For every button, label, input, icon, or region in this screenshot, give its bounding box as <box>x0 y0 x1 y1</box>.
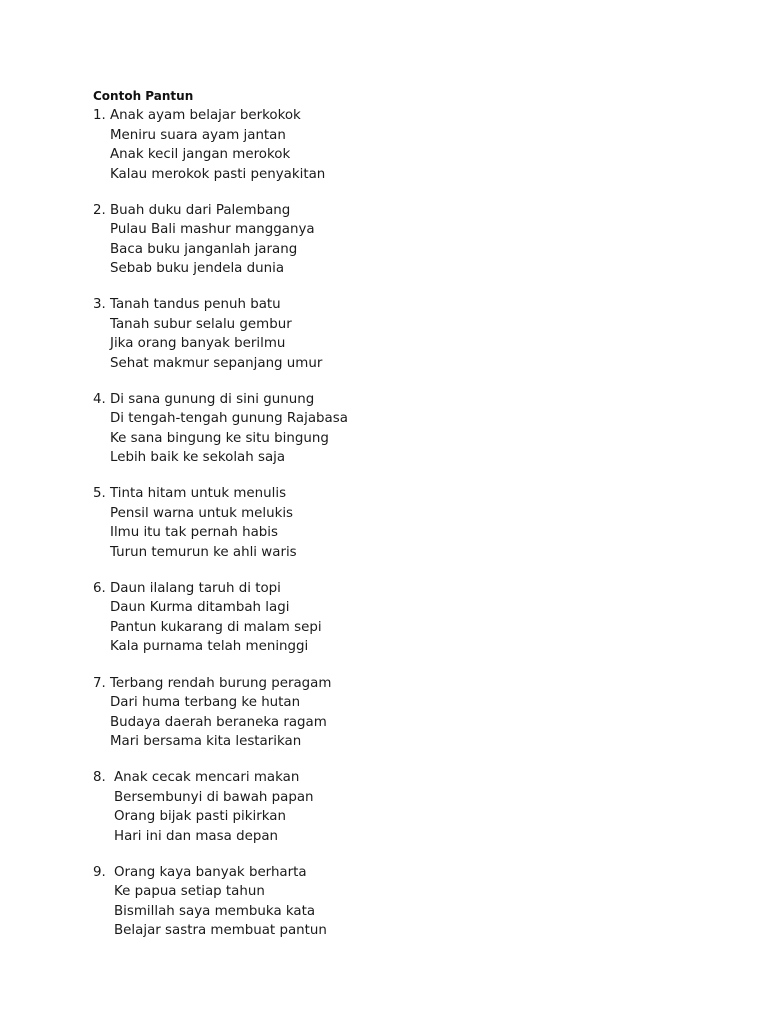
pantun-line <box>93 827 348 847</box>
line-text: Belajar sastra membuat pantun <box>114 923 327 939</box>
line-text: Hari ini dan masa depan <box>114 828 279 844</box>
pantun-line <box>93 126 348 146</box>
pantun-stanza-9 <box>93 863 348 941</box>
pantun-line <box>93 295 348 315</box>
line-text: Pensil warna untuk melukis <box>110 505 294 521</box>
line-text: Bersembunyi di bawah papan <box>114 789 314 805</box>
pantun-stanza-1 <box>93 106 348 184</box>
stanza-number: 5. <box>93 486 106 502</box>
pantun-line <box>93 429 348 449</box>
pantun-line <box>93 902 348 922</box>
pantun-line <box>93 618 348 638</box>
pantun-stanza-5 <box>93 484 348 562</box>
line-text: Ke sana bingung ke situ bingung <box>110 430 329 446</box>
pantun-line <box>93 165 348 185</box>
pantun-line <box>93 259 348 279</box>
pantun-line <box>93 484 348 504</box>
pantun-line <box>93 448 348 468</box>
line-text: Tinta hitam untuk menulis <box>110 486 287 502</box>
line-text: Ilmu itu tak pernah habis <box>110 525 278 541</box>
pantun-line <box>93 334 348 354</box>
line-text: Jika orang banyak berilmu <box>110 336 286 352</box>
pantun-line <box>93 788 348 808</box>
pantun-line <box>93 863 348 883</box>
pantun-line <box>93 504 348 524</box>
line-text: Terbang rendah burung peragam <box>110 675 332 691</box>
line-text: Pulau Bali mashur mangganya <box>110 222 315 238</box>
line-text: Kala purnama telah meninggi <box>110 639 309 655</box>
pantun-line <box>93 201 348 221</box>
line-text: Tanah tandus penuh batu <box>110 297 281 313</box>
pantun-line <box>93 598 348 618</box>
pantun-stanza-7 <box>93 674 348 752</box>
stanza-number: 1. <box>93 108 106 123</box>
line-text: Tanah subur selalu gembur <box>110 316 292 332</box>
line-text: Bismillah saya membuka kata <box>114 903 316 919</box>
line-text: Lebih baik ke sekolah saja <box>110 450 286 466</box>
pantun-line <box>93 523 348 543</box>
pantun-line <box>93 882 348 902</box>
pantun-list <box>93 106 348 957</box>
pantun-stanza-8 <box>93 768 348 846</box>
line-text: Di sana gunung di sini gunung <box>110 391 315 407</box>
pantun-line <box>93 637 348 657</box>
line-text: Di tengah-tengah gunung Rajabasa <box>110 411 348 427</box>
pantun-line <box>93 315 348 335</box>
pantun-line <box>93 543 348 563</box>
line-text: Anak ayam belajar berkokok <box>110 108 301 123</box>
pantun-line <box>93 579 348 599</box>
pantun-line <box>93 713 348 733</box>
pantun-line <box>93 921 348 941</box>
line-text: Daun ilalang taruh di topi <box>110 580 281 596</box>
line-text: Daun Kurma ditambah lagi <box>110 600 290 616</box>
pantun-line <box>93 807 348 827</box>
line-text: Orang bijak pasti pikirkan <box>114 809 286 825</box>
stanza-number: 7. <box>93 675 106 691</box>
pantun-stanza-6 <box>93 579 348 657</box>
line-text: Budaya daerah beraneka ragam <box>110 714 327 730</box>
line-text: Pantun kukarang di malam sepi <box>110 619 322 635</box>
line-text: Buah duku dari Palembang <box>110 202 291 218</box>
stanza-number: 4. <box>93 391 106 407</box>
pantun-line <box>93 354 348 374</box>
line-text: Anak cecak mencari makan <box>114 770 300 786</box>
line-text: Mari bersama kita lestarikan <box>110 734 302 750</box>
pantun-line <box>93 106 348 126</box>
pantun-line <box>93 674 348 694</box>
stanza-number: 2. <box>93 202 106 218</box>
line-text: Orang kaya banyak berharta <box>114 864 307 880</box>
line-text: Baca buku janganlah jarang <box>110 241 298 257</box>
pantun-stanza-4 <box>93 390 348 468</box>
document-title: Contoh Pantun <box>93 89 194 103</box>
pantun-line <box>93 390 348 410</box>
pantun-line <box>93 145 348 165</box>
line-text: Ke papua setiap tahun <box>114 884 265 900</box>
pantun-line <box>93 409 348 429</box>
stanza-number: 8. <box>93 770 106 786</box>
pantun-stanza-3 <box>93 295 348 373</box>
line-text: Sebab buku jendela dunia <box>110 261 285 277</box>
pantun-line <box>93 220 348 240</box>
line-text: Anak kecil jangan merokok <box>110 147 291 162</box>
stanza-number: 3. <box>93 297 106 313</box>
line-text: Kalau merokok pasti penyakitan <box>110 166 326 182</box>
pantun-line <box>93 768 348 788</box>
stanza-number: 6. <box>93 580 106 596</box>
line-text: Turun temurun ke ahli waris <box>110 544 297 560</box>
stanza-number: 9. <box>93 864 106 880</box>
line-text: Sehat makmur sepanjang umur <box>110 355 323 371</box>
line-text: Dari huma terbang ke hutan <box>110 695 301 711</box>
pantun-line <box>93 240 348 260</box>
pantun-stanza-2 <box>93 201 348 279</box>
pantun-line <box>93 732 348 752</box>
pantun-line <box>93 693 348 713</box>
line-text: Meniru suara ayam jantan <box>110 127 286 143</box>
